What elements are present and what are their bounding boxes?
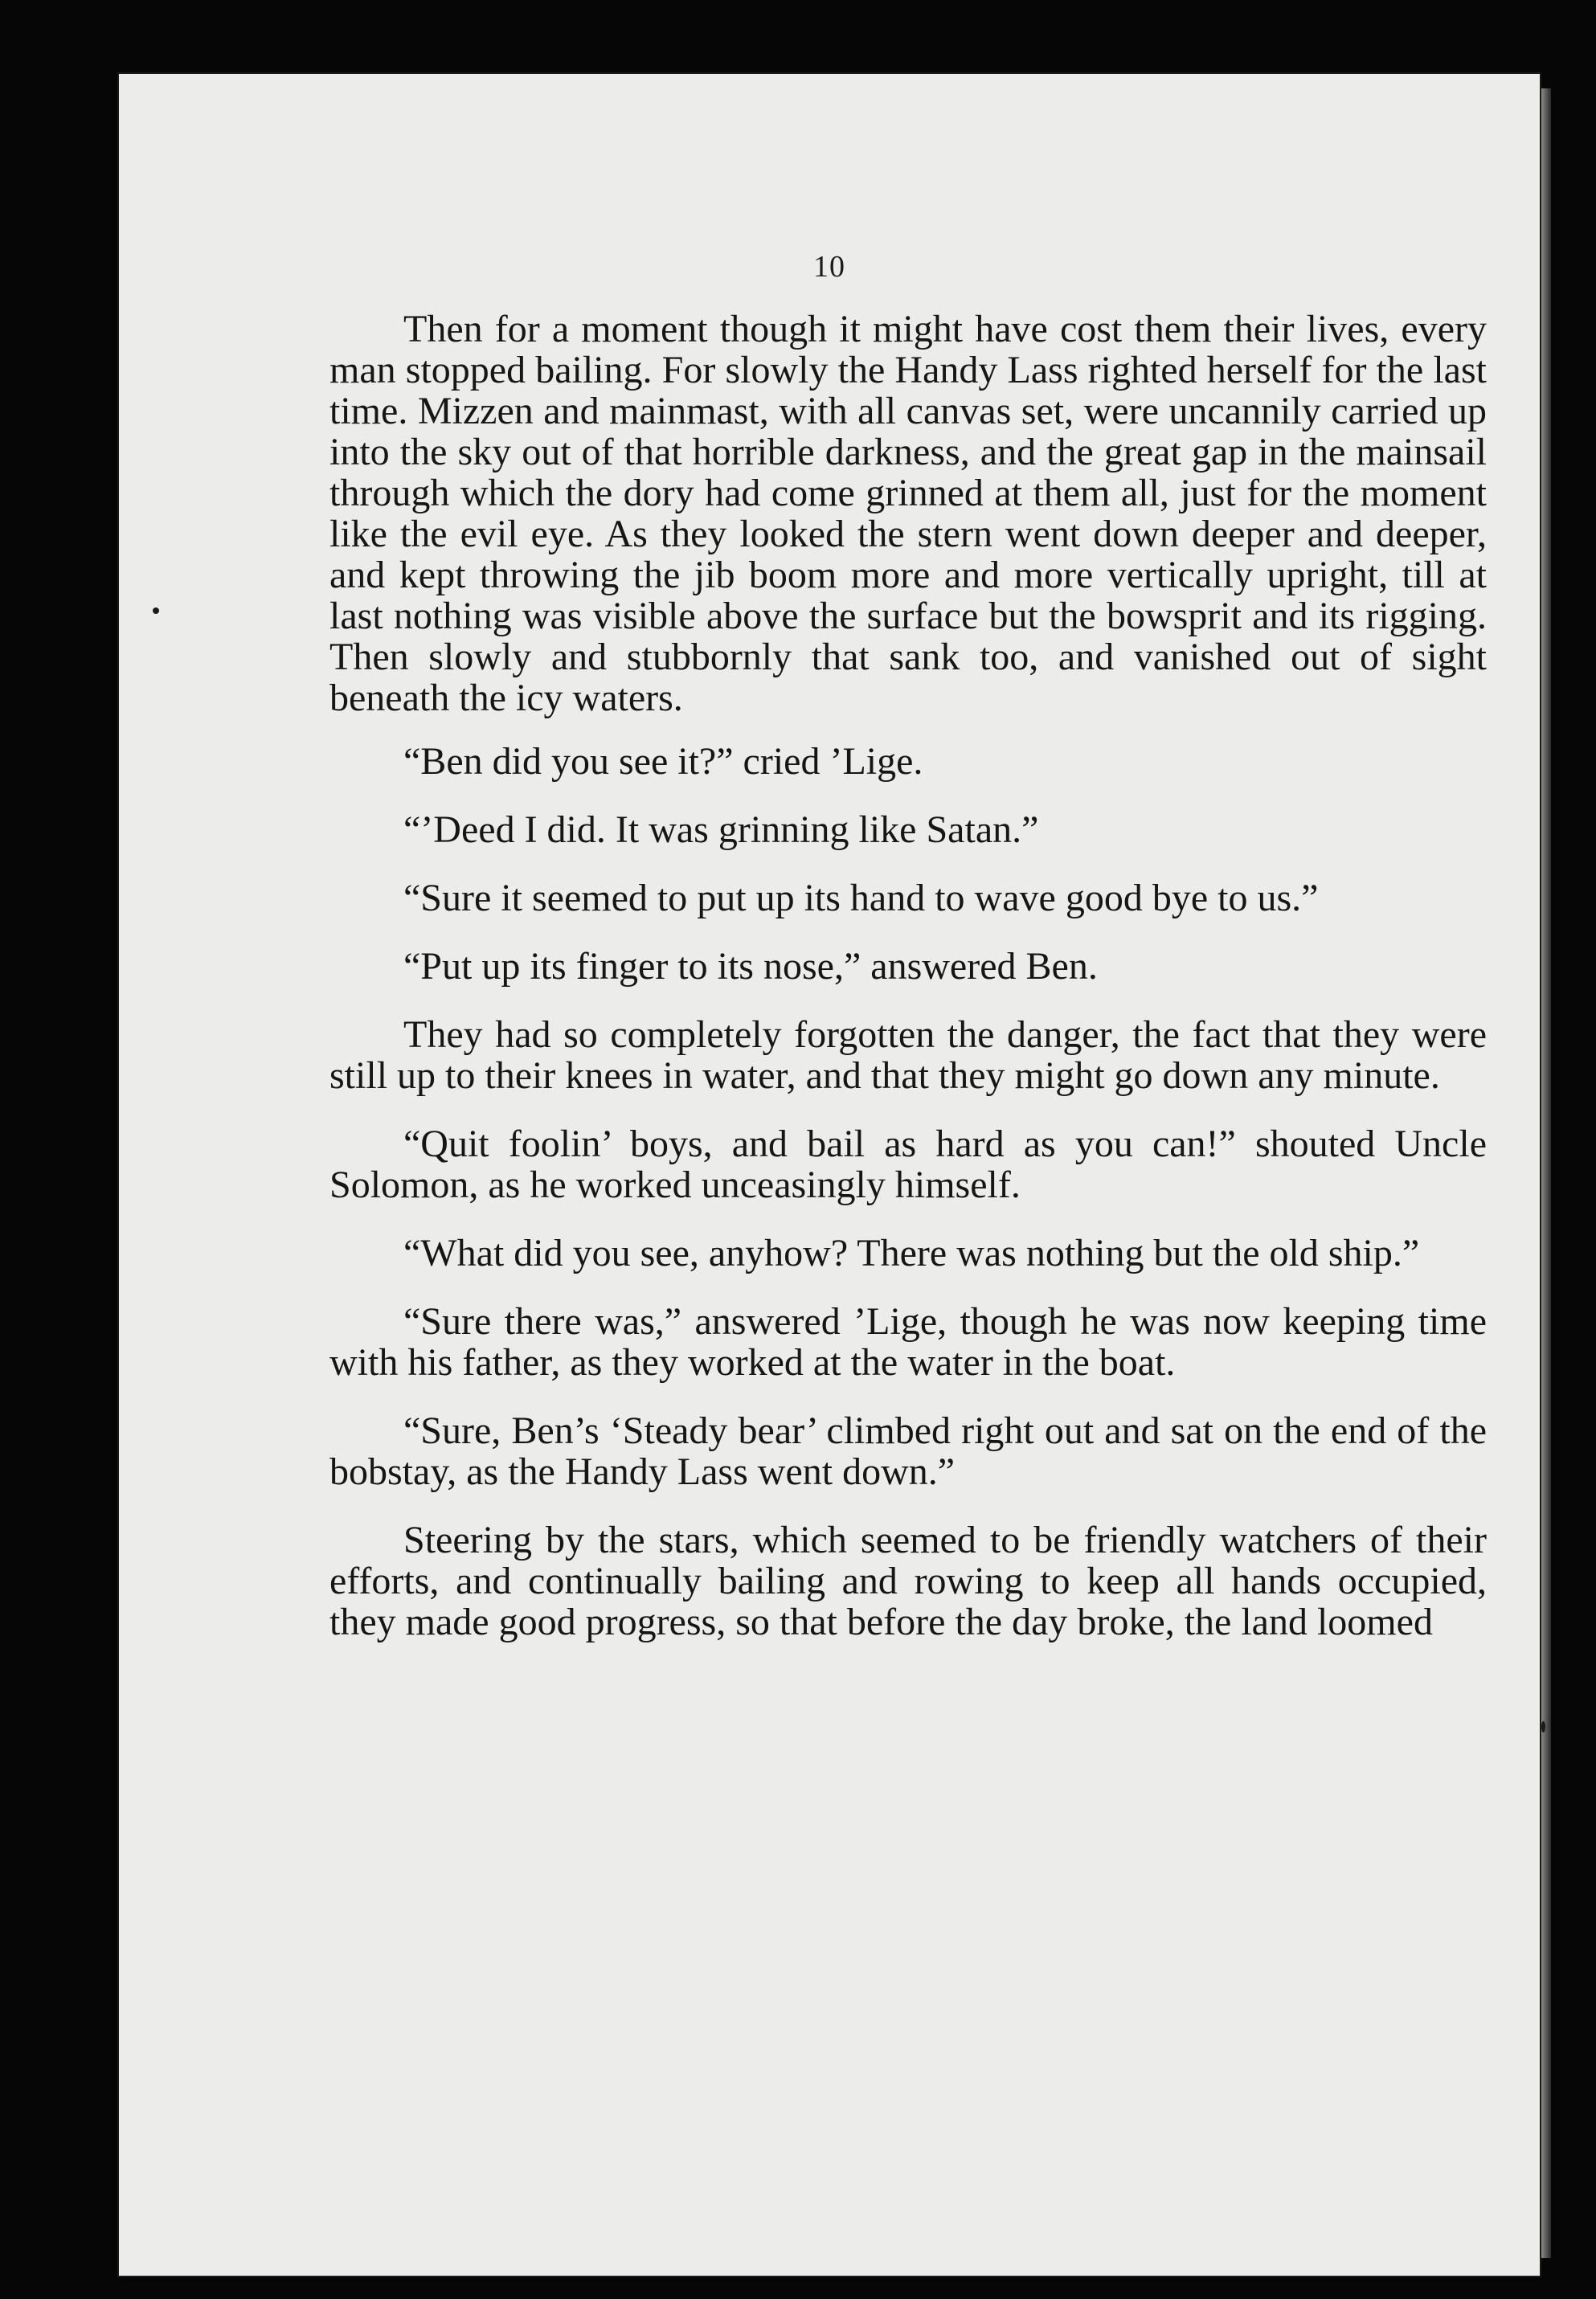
paragraph: “Put up its finger to its nose,” answered Ben. [403,945,1098,988]
page-edge [1540,88,1551,2258]
paragraph: “Ben did you see it?” cried ’Lige. [403,740,923,783]
paragraph: “’Deed I did. It was grinning like Satan.” [403,808,1039,851]
paragraph: Then for a moment though it might have cost them their lives, every man stopped bailing. For slowly the Handy Lass righted herself for the last time. Mizzen and mainmast, with all canvas set, were uncannily carried up into the sky out of that horrible darkness, and the great gap in the mainsail through which the dory had come grinned at them all, just for the moment like the evil eye. As they looked the stern went down deeper and deeper, and kept throwing the jib boom more and more vertically upright, till at last nothing was visible above the surface but the bowsprit and its rigging. Then slowly and stubbornly that sank too, and vanished out of sight beneath the icy waters. [329,308,1487,719]
paragraph: “Sure, Ben’s ‘Steady bear’ climbed right out and sat on the end of the bobstay, as the Handy Lass went down.” [329,1409,1487,1493]
ink-speck [1541,1721,1545,1732]
paragraph: Steering by the stars, which seemed to be friendly watchers of their efforts, and continually bailing and rowing to keep all hands occupied, they made good progress, so that before the day broke, the land loomed [329,1519,1487,1643]
paragraph: “What did you see, anyhow? There was nothing but the old ship.” [403,1232,1420,1274]
paragraph: “Quit foolin’ boys, and bail as hard as you can!” shouted Uncle Solomon, as he worked unceasingly himself. [329,1123,1487,1206]
book-page [119,74,1540,2276]
body-text [329,309,1487,1642]
paragraph: “Sure it seemed to put up its hand to wave good bye to us.” [403,877,1319,919]
paragraph: They had so completely forgotten the danger, the fact that they were still up to their knees in water, and that they might go down any minute. [329,1013,1487,1097]
paragraph: “Sure there was,” answered ’Lige, though he was now keeping time with his father, as they worked at the water in the boat. [329,1300,1487,1384]
ink-speck [153,607,159,614]
page-number: 10 [813,250,845,284]
